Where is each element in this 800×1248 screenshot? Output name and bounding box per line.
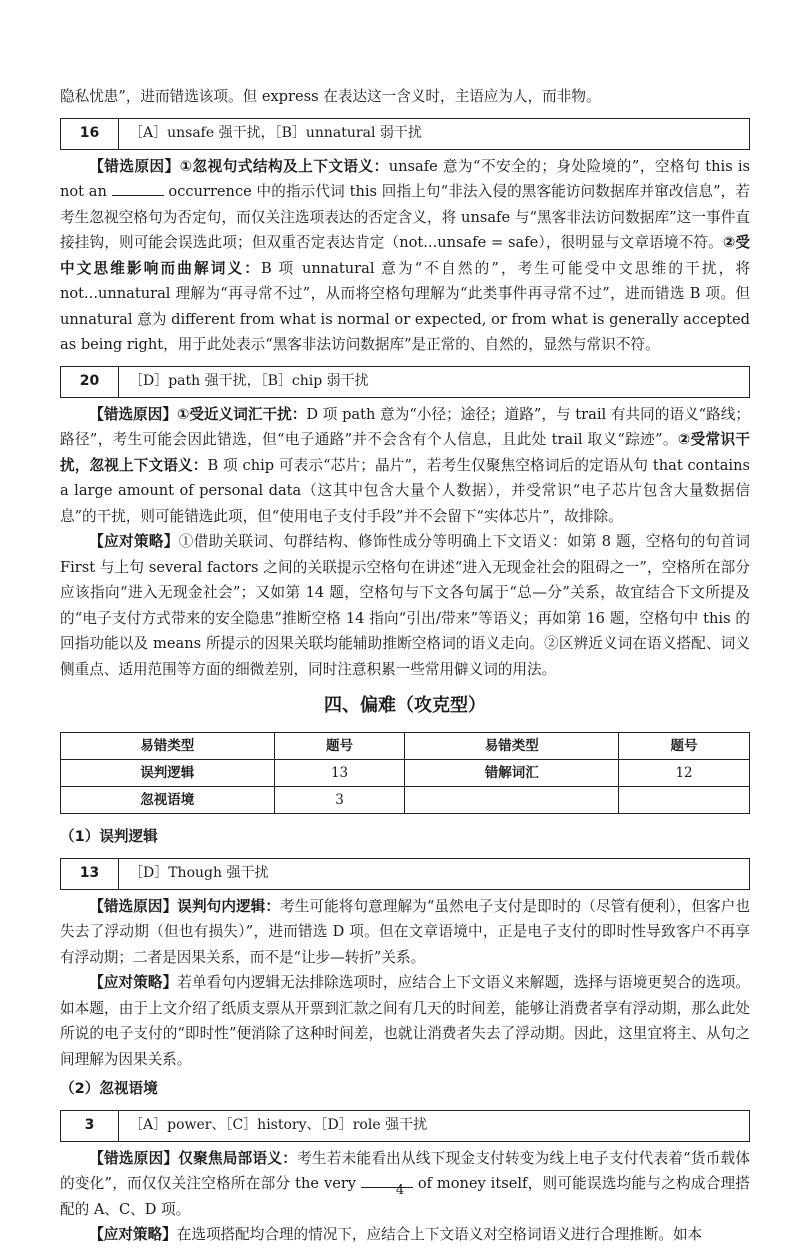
error-reason-heading: 【错选原因】①忽视句式结构及上下文语义： xyxy=(89,157,389,175)
error-reason-paragraph: 【错选原因】①受近义词汇干扰：D 项 path 意为“小径；途径；道路”，与 trail 有共同的语义“路线；路径”，考生可能会因此错选，但“电子通路”并不会含有个人信息，且此处 trail 取义“踪迹”。②受常识干扰，忽视上下文语义：B 项 chip 可表示“芯片；晶片”，若考生仅聚焦空格词后的定语从句 that contains a large amount of personal data（这其中包含大量个人数据），并受常识“电子芯片包含大量数据信息”的干扰，则可能错选此项，但“使用电子支付手段”并不会留下“实体芯片”，故排除。 xyxy=(60,405,751,525)
section-title: 四、偏难（攻克型） xyxy=(324,695,486,716)
error-reason-heading: 【错选原因】①受近义词汇干扰： xyxy=(89,405,307,423)
question-number: 16 xyxy=(61,119,119,149)
strategy-paragraph: 【应对策略】在选项搭配均合理的情况下，应结合上下文语义对空格词语义进行合理推断。如本 xyxy=(89,1226,703,1243)
error-reason-paragraph: 【错选原因】①忽视句式结构及上下文语义：unsafe 意为“不安全的；身处险境的”，空格句 this is not an occurrence 中的指示代词 this 回指上句“非法入侵的黑客能访问数据库并窜改信息”，若考生忽视空格句为否定句，而仅关注选项表达的否定含义，将 unsafe 与“黑客非法访问数据库”这一事件直接挂钩，则可能会误选此项；但双重否定表达肯定（not...unsafe = safe），很明显与文章语境不符。②受中文思维影响而曲解词义：B 项 unnatural 意为“不自然的”，考生可能受中文思维的干扰，将 not...unnatural 理解为“再寻常不过”，从而将空格句理解为“此类事件再寻常不过”，进而错选 B 项。但 unnatural 意为 different from what is normal or expected, or from what is generally accepted as being right，用于此处表示“黑客非法访问数据库”是正常的、自然的，显然与常识不符。 xyxy=(60,157,751,353)
table-cell xyxy=(619,787,750,814)
question-number: 13 xyxy=(61,859,119,889)
error-reason-paragraph: 【错选原因】仅聚焦局部语义：考生若未能看出从线下现金支付转变为线上电子支付代表着“货币载体的变化”，而仅仅关注空格所在部分 the very of money itself，则可能误选均能与之构成合理搭配的 A、C、D 项。 xyxy=(60,1149,750,1218)
question-options: ［D］Though 强干扰 xyxy=(129,864,269,881)
question-options: ［A］power、［C］history、［D］role 强干扰 xyxy=(129,1116,428,1133)
question-box-16 xyxy=(60,118,750,150)
table-header-row xyxy=(61,733,750,760)
subsection-heading: （2）忽视语境 xyxy=(60,1080,158,1097)
error-reason-heading: 【错选原因】仅聚焦局部语义： xyxy=(89,1149,298,1167)
strategy-paragraph: 【应对策略】若单看句内逻辑无法排除选项时，应结合上下文语义来解题，选择与语境更契合的选项。如本题，由于上文介绍了纸质支票从开票到汇款之间有几天的时间差，能够让消费者享有浮动期，那么此处所说的电子支付的“即时性”便消除了这种时间差，也就让消费者失去了浮动期。因此，这里宜将主、从句之间理解为因果关系。 xyxy=(60,974,750,1068)
table-cell: 忽视语境 xyxy=(61,787,275,814)
question-box-13 xyxy=(60,858,750,890)
table-header-cell: 题号 xyxy=(619,733,750,760)
question-box-20 xyxy=(60,366,750,398)
question-number: 20 xyxy=(61,367,119,397)
intro-line: 隐私忧患”，进而错选该项。但 express 在表达这一含义时，主语应为人，而非物。 xyxy=(60,88,601,105)
table-row xyxy=(61,760,750,787)
table-cell: 13 xyxy=(274,760,405,787)
table-header-cell: 易错类型 xyxy=(405,733,619,760)
error-reason-heading-2: ②受中文思维影响而曲解词义： xyxy=(60,234,750,277)
error-reason-heading: 【错选原因】误判句内逻辑： xyxy=(89,897,281,915)
strategy-paragraph: 【应对策略】①借助关联词、句群结构、修饰性成分等明确上下文语义：如第 8 题，空格句的句首词 First 与上句 several factors 之间的关联提示空格句在讲述“进入无现金社会的阻碍之一”，空格所在部分应该指向“进入无现金社会”；又如第 14 题，空格句与下文各句属于“总—分”关系，故宜结合下文所提及的“电子支付方式带来的安全隐患”推断空格 14 指向“引出/带来”等语义；再如第 16 题，空格句中 this 的回指功能以及 means 所提示的因果关联均能辅助推断空格词的语义走向。②区辨近义词在语义搭配、词义侧重点、适用范围等方面的细微差别，同时注意积累一些常用僻义词的用法。 xyxy=(60,533,750,678)
error-reason-paragraph: 【错选原因】误判句内逻辑：考生可能将句意理解为“虽然电子支付是即时的（尽管有便利），但客户也失去了浮动期（但也有损失）”，进而错选 D 项。但在文章语境中，正是电子支付的即时性导致客户不再享有浮动期；二者是因果关系，而不是“让步—转折”关系。 xyxy=(60,897,750,966)
table-row xyxy=(61,787,750,814)
table-cell: 错解词汇 xyxy=(405,760,619,787)
question-box-3 xyxy=(60,1110,750,1142)
document-page xyxy=(60,84,750,1248)
strategy-heading: 【应对策略】 xyxy=(89,1226,177,1243)
strategy-heading: 【应对策略】 xyxy=(89,533,179,550)
subsection-heading: （1）误判逻辑 xyxy=(60,828,158,845)
table-cell: 12 xyxy=(619,760,750,787)
answer-blank xyxy=(112,181,164,196)
page-number: 4 xyxy=(395,1183,405,1198)
table-header-cell: 易错类型 xyxy=(61,733,275,760)
table-cell xyxy=(405,787,619,814)
error-reason-heading-2: ②受常识干扰，忽视上下文语义： xyxy=(60,431,751,474)
table-cell: 3 xyxy=(274,787,405,814)
question-options: ［A］unsafe 强干扰，［B］unnatural 弱干扰 xyxy=(129,124,422,141)
question-number: 3 xyxy=(61,1111,119,1141)
question-options: ［D］path 强干扰，［B］chip 弱干扰 xyxy=(129,372,369,389)
table-cell: 误判逻辑 xyxy=(61,760,275,787)
error-type-table xyxy=(60,732,750,814)
table-header-cell: 题号 xyxy=(274,733,405,760)
strategy-heading: 【应对策略】 xyxy=(89,974,178,991)
